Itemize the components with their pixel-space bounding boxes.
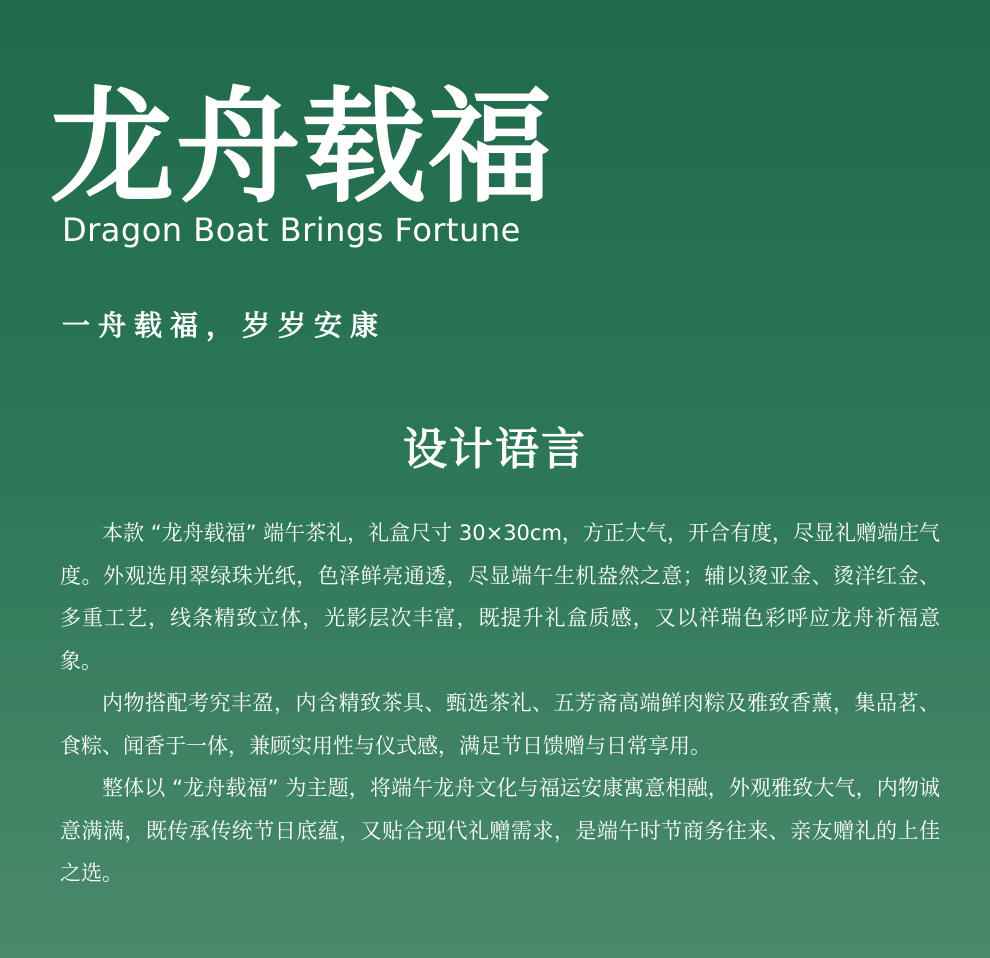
description-paragraph: 本款 “龙舟载福” 端午茶礼，礼盒尺寸 30×30cm，方正大气，开合有度，尽显礼赠端庄气度。外观选用翠绿珠光纸，色泽鲜亮通透，尽显端午生机盎然之意；辅以烫亚金、烫洋红金、多重工艺，线条精致立体，光影层次丰富，既提升礼盒质感，又以祥瑞色彩呼应龙舟祈福意象。 — [60, 521, 940, 673]
design-description — [60, 512, 940, 895]
main-title: 龙舟载福 — [50, 76, 555, 220]
description-paragraph: 内物搭配考究丰盈，内含精致茶具、甄选茶礼、五芳斋高端鲜肉粽及雅致香薰，集品茗、食粽、闻香于一体，兼顾实用性与仪式感，满足节日馈赠与日常享用。 — [60, 691, 940, 758]
section-heading: 设计语言 — [403, 424, 587, 475]
english-subtitle: Dragon Boat Brings Fortune — [62, 211, 521, 249]
slogan: 一舟载福，岁岁安康 — [62, 309, 387, 342]
description-paragraph: 整体以 “龙舟载福” 为主题，将端午龙舟文化与福运安康寓意相融，外观雅致大气，内物诚意满满，既传承传统节日底蕴，又贴合现代礼赠需求，是端午时节商务往来、亲友赠礼的上佳之选。 — [60, 776, 940, 885]
